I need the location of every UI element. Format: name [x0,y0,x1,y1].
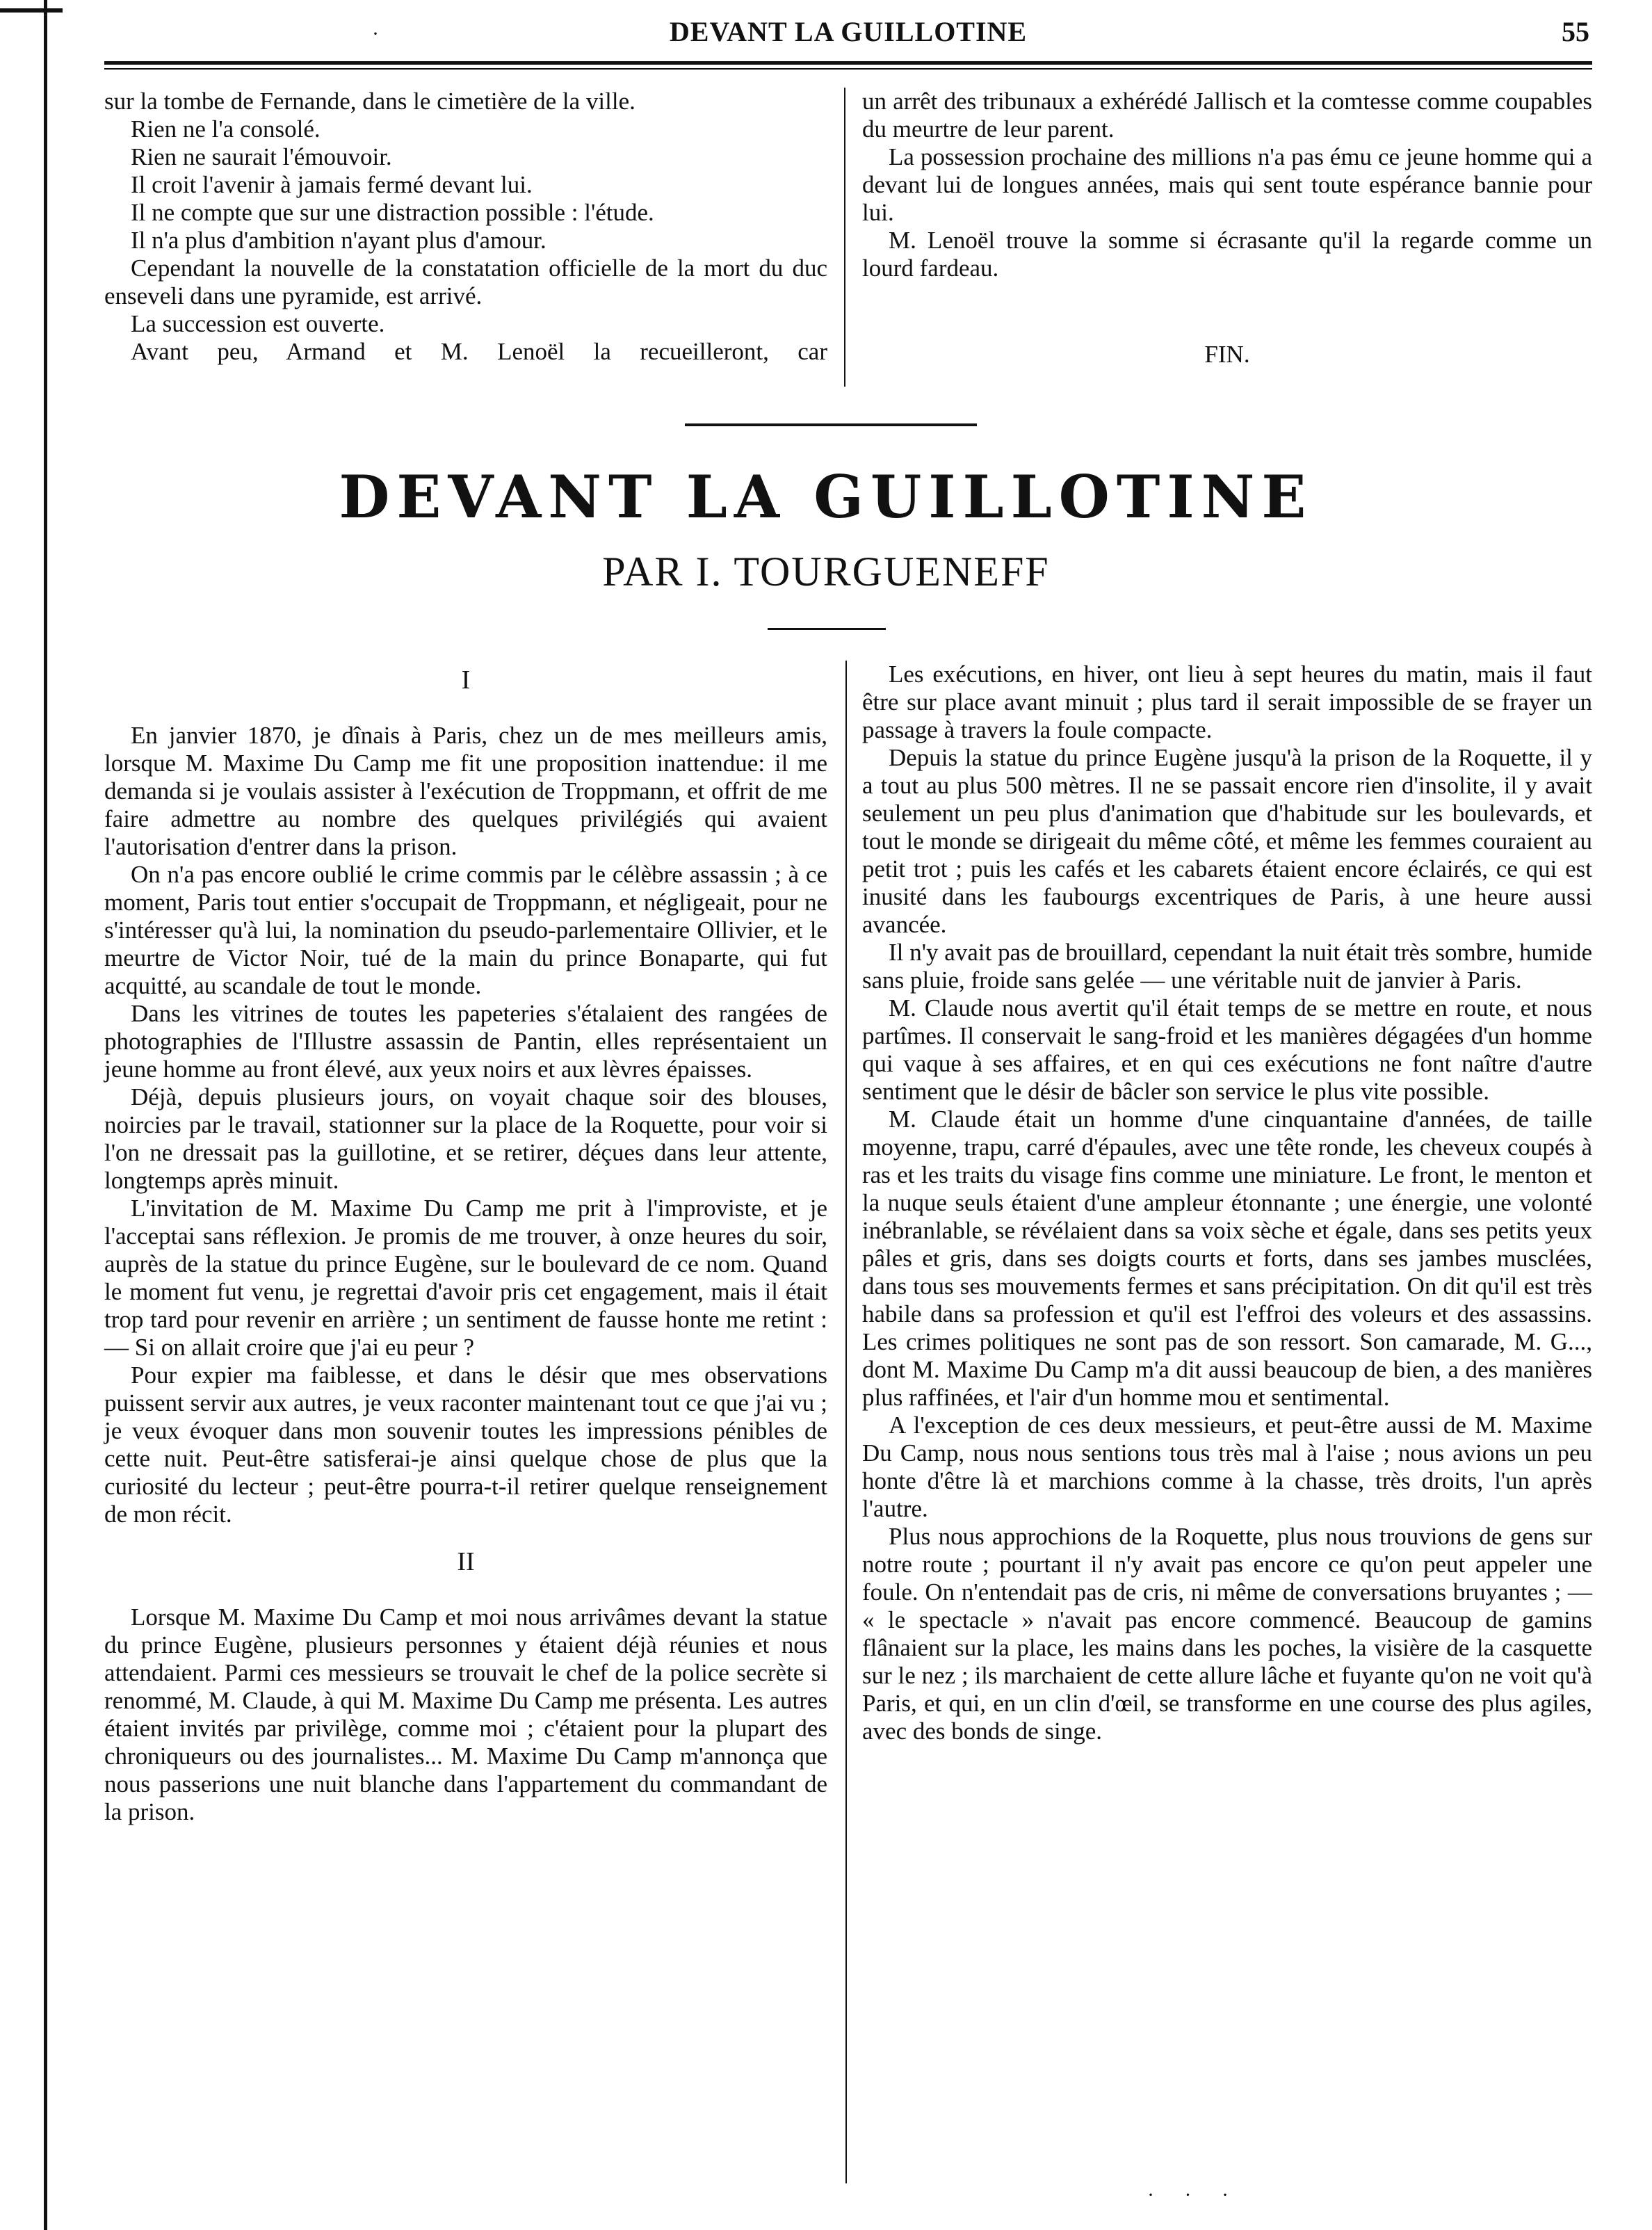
paragraph: un arrêt des tribunaux a exhérédé Jallisch et la comtesse comme coupables du meurtre de leur parent. [862,88,1592,143]
story-right-column [862,661,1592,1745]
previous-story-right-column [862,88,1592,282]
column-divider [845,661,847,2183]
page-number: 55 [1562,16,1589,47]
margin-rule [44,0,47,2230]
story-separator-rule [685,423,977,426]
paragraph: Rien ne l'a consolé. [131,115,321,143]
page-header [104,13,1592,58]
paragraph: Déjà, depuis plusieurs jours, on voyait chaque soir des blouses, noircies par le travail, stationner sur la place de la Roquette, pour voir si l'on ne dressait pas la guillotine, et se retirer, déçues dans leur attente, longtemps après minuit. [104,1083,827,1194]
paragraph: M. Claude nous avertit qu'il était temps de se mettre en route, et nous partîmes. Il conservait le sang-froid et les manières dégagées d'un homme qui vaque à ses affaires, et en qui ces exécutions ne font naître d'autre sentiment que le désir de bâcler son service le plus vite possible. [862,994,1592,1105]
paragraph: A l'exception de ces deux messieurs, et peut-être aussi de M. Maxime Du Camp, nous nous sentions tous très mal à l'aise ; nous avions un peu honte d'être là et marchions comme à la chasse, très droits, l'un après l'autre. [862,1412,1592,1522]
paragraph: M. Lenoël trouve la somme si écrasante qu'il la regarde comme un lourd fardeau. [862,227,1592,282]
column-divider [844,88,845,387]
paragraph: Plus nous approchions de la Roquette, plus nous trouvions de gens sur notre route ; pourtant il n'y avait pas encore ce qu'on peut appeler une foule. On n'entendait pas de cris, ni même de conversations bruyantes ; — « le spectacle » n'avait pas encore commencé. Beaucoup de gamins flânaient sur la place, les mains dans les poches, la visière de la casquette sur le nez ; ils marchaient de cette allure lâche et fuyante qu'on ne voit qu'à Paris, et qui, en un clin d'œil, se transforme en une course des plus agiles, avec des bonds de singe. [862,1523,1592,1745]
story-title: DEVANT LA GUILLOTINE [339,462,1313,531]
paragraph: M. Claude était un homme d'une cinquantaine d'années, de taille moyenne, trapu, carré d'épaules, avec une tête ronde, les cheveux coupés à ras et les traits du visage fins comme une miniature. Le front, le menton et la nuque seuls étaient d'une ampleur étonnante ; une énergie, une volonté inébranlable, se révélaient dans sa voix sèche et égale, dans ses petits yeux pâles et gris, dans ses doigts courts et forts, dans ses jambes musclées, dans tous ses mouvements fermes et sans précipitation. On dit qu'il est très habile dans sa profession et qu'il est l'effroi des voleurs et des assassins. Les crimes politiques ne sont pas de son ressort. Son camarade, M. G..., dont M. Maxime Du Camp m'a dit aussi beaucoup de bien, a des manières plus raffinées, et l'air d'un homme mou et sentimental. [862,1106,1592,1411]
end-mark: FIN. [1204,341,1250,368]
section-heading-1: I [461,665,471,695]
paragraph: sur la tombe de Fernande, dans le cimetière de la ville. [104,88,635,115]
paragraph: La succession est ouverte. [131,310,385,337]
byline-rule [768,628,886,630]
running-title: DEVANT LA GUILLOTINE [669,16,1028,47]
paragraph: Avant peu, Armand et M. Lenoël la recueilleront, car [131,338,827,365]
header-rule-thin [104,68,1592,70]
paragraph: Les exécutions, en hiver, ont lieu à sept heures du matin, mais il faut être sur place avant minuit ; plus tard il serait impossible de se frayer un passage à travers la foule compacte. [862,661,1592,743]
paragraph: Depuis la statue du prince Eugène jusqu'à la prison de la Roquette, il y a tout au plus 500 mètres. Il ne se passait encore rien d'insolite, il y avait seulement un peu plus d'animation que d'habitude sur les boulevards, et tout le monde se dirigeait du même côté, et même les femmes couraient au petit trot ; puis les cafés et les cabarets étaient encore éclairés, ce qui est inusité dans les faubourgs excentriques de Paris, à une heure aussi avancée. [862,744,1592,938]
paragraph: Lorsque M. Maxime Du Camp et moi nous arrivâmes devant la statue du prince Eugène, plusieurs personnes y étaient déjà réunies et nous attendaient. Parmi ces messieurs se trouvait le chef de la police secrète si renommé, M. Claude, à qui M. Maxime Du Camp me présenta. Les autres étaient invités par privilège, comme moi ; c'étaient pour la plupart des chroniqueurs ou des journalistes... M. Maxime Du Camp m'annonça que nous passerions une nuit blanche dans l'appartement du commandant de la prison. [104,1603,827,1825]
paragraph: On n'a pas encore oublié le crime commis par le célèbre assassin ; à ce moment, Paris tout entier s'occupait de Troppmann, et négligeait, pour ne s'intéresser qu'à lui, la nomination du pseudo-parlementaire Ollivier, et le meurtre de Victor Noir, tué de la main du prince Bonaparte, qui fut acquitté, au scandale de tout le monde. [104,861,827,999]
paragraph: Il n'y avait pas de brouillard, cependant la nuit était très sombre, humide sans pluie, froide sans gelée — une véritable nuit de janvier à Paris. [862,939,1592,994]
paragraph: La possession prochaine des millions n'a pas ému ce jeune homme qui a devant lui de longues années, mais qui sent toute espérance bannie pour lui. [862,143,1592,226]
story-left-column [104,661,827,1826]
printer-marks: · · · [1147,2183,1241,2206]
story-byline: PAR I. TOURGUENEFF [602,549,1050,595]
paragraph: Il ne compte que sur une distraction possible : l'étude. [131,199,654,226]
paragraph: En janvier 1870, je dînais à Paris, chez un de mes meilleurs amis, lorsque M. Maxime Du Camp me fit une proposition inattendue: il me demanda si je voulais assister à l'exécution de Troppmann, et offrit de me faire admettre au nombre des quelques privilégiés qui avaient l'autorisation d'entrer dans la prison. [104,722,827,860]
header-rule-thick [104,61,1592,65]
paragraph: Dans les vitrines de toutes les papeteries s'étalaient des rangées de photographies de l'Illustre assassin de Pantin, elles représentaient un jeune homme au front élevé, aux yeux noirs et aux lèvres épaisses. [104,1000,827,1083]
paragraph: Pour expier ma faiblesse, et dans le désir que mes observations puissent servir aux autres, je veux raconter maintenant tout ce que j'ai vu ; je veux évoquer dans mon souvenir toutes les impressions pénibles de cette nuit. Peut-être satisferai-je ainsi quelque chose de plus que la curiosité du lecteur ; peut-être pourra-t-il retirer quelque renseignement de mon récit. [104,1362,827,1528]
section-heading-2: II [457,1547,475,1576]
margin-tick [0,8,63,13]
paragraph: Il croit l'avenir à jamais fermé devant lui. [131,171,533,198]
paragraph: Cependant la nouvelle de la constatation officielle de la mort du duc enseveli dans une pyramide, est arrivé. [104,254,827,309]
paragraph: Il n'a plus d'ambition n'ayant plus d'amour. [131,227,546,254]
previous-story-left-column [104,88,827,366]
header-dot: · [372,22,379,45]
paragraph: Rien ne saurait l'émouvoir. [131,143,392,170]
paragraph: L'invitation de M. Maxime Du Camp me prit à l'improviste, et je l'acceptai sans réflexion. Je promis de me trouver, à onze heures du soir, auprès de la statue du prince Eugène, sur le boulevard de ce nom. Quand le moment fut venu, je regrettai d'avoir pris cet engagement, mais il était trop tard pour revenir en arrière ; un sentiment de fausse honte me retint : — Si on allait croire que j'ai eu peur ? [104,1195,827,1361]
